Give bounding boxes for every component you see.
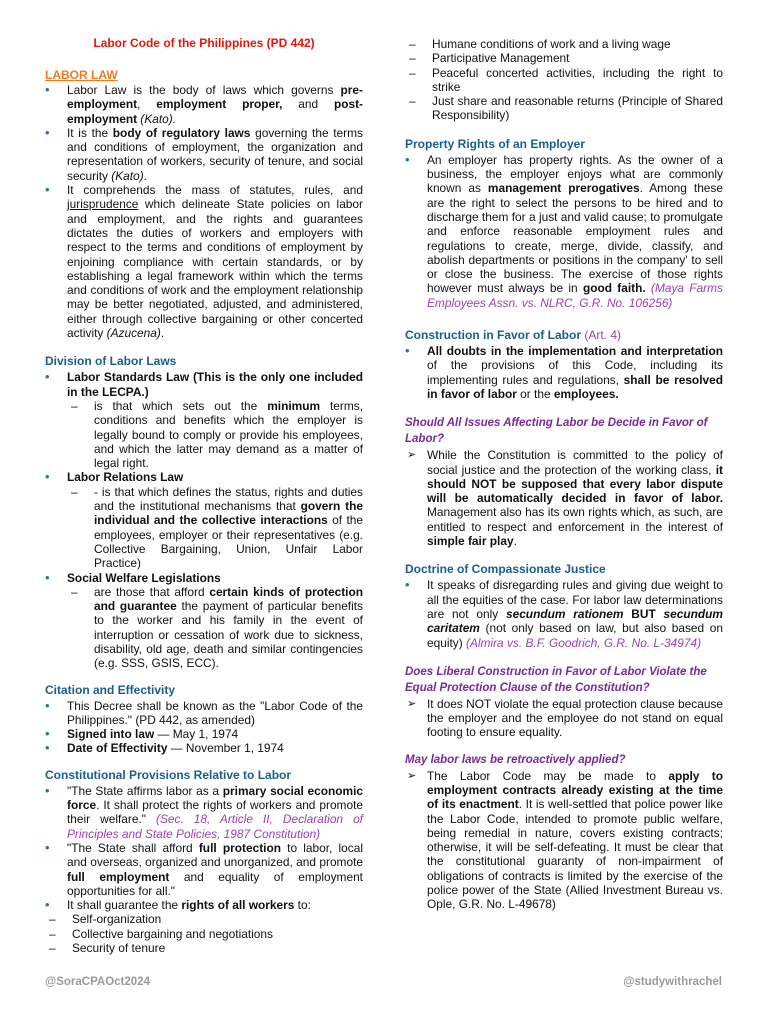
- list-item: • It shall guarantee the rights of all workers to: – Self-organization – Collective bargaining and negotiations – Security of tenure: [45, 898, 363, 955]
- list-item: • Social Welfare Legislations – are those that afford certain kinds of protection and guarantee the payment of particular benefits to the worker and his family in the event of interruption or cessation of work due to sickness, disability, old age, death and similar contingencies (e.g. SSS, GSIS, ECC).: [45, 571, 363, 671]
- list-item: • It speaks of disregarding rules and giving due weight to all the equities of the case. For labor law determinations are not only secundum rationem BUT secundum caritatem (not only based on law, but also based on equity) (Almira vs. B.F. Goodrich, G.R. No. L-34974): [405, 578, 723, 649]
- constitutional-heading: Constitutional Provisions Relative to Labor: [45, 767, 292, 782]
- list-item: – are those that afford certain kinds of protection and guarantee the payment of particular benefits to the worker and his family in the event of interruption or cessation of work due to sickness, disability, old age, death and similar contingencies (e.g. SSS, GSIS, ECC).: [67, 585, 363, 671]
- rights-list: [45, 912, 363, 955]
- list-item: • This Decree shall be known as the "Labor Code of the Philippines." (PD 442, as amended): [45, 699, 363, 728]
- list-item: – Self-organization: [45, 912, 363, 926]
- list-item: ➢ While the Constitution is committed to the policy of social justice and the protection of the working class, it should NOT be supposed that every labor dispute will be automatically decided in favor of labor. Management also has its own rights which, as such, are entitled to respect and enforcement in the interest of simple fair play.: [405, 448, 723, 548]
- list-item: ➢ The Labor Code may be made to apply to employment contracts already existing at the time of its enactment. It is well-settled that police power like the Labor Code, intended to promote public welfare, being remedial in nature, covers existing contracts; otherwise, it will be self-defeating. It must be clear that the constitutional guaranty of non-impairment of obligations of contracts is limited by the exercise of the police power of the State (Allied Investment Bureau vs. Ople, G.R. No. L-49678): [405, 769, 723, 912]
- list-item: • Date of Effectivity — November 1, 1974: [45, 741, 363, 755]
- construction-heading: Construction in Favor of Labor (Art. 4): [405, 328, 622, 343]
- list-item: – Just share and reasonable returns (Principle of Shared Responsibility): [405, 94, 723, 123]
- list-item: – Participative Management: [405, 51, 723, 65]
- list-item: • Signed into law — May 1, 1974: [45, 727, 363, 741]
- list-item: • It comprehends the mass of statutes, rules, and jurisprudence which delineate State policies on labor and employment, and the rights and guarantees dictates the duties of workers and employers with respect to the terms and conditions of employment by enjoining compliance with certain standards, or by establishing a legal framework within which the terms and conditions of work and the employment relationship may be better negotiated, adjusted, and administered, either through collective bargaining or other concerted activity (Azucena).: [45, 183, 363, 340]
- doctrine-list: [405, 578, 723, 649]
- sub-list: [67, 399, 363, 470]
- question-heading: May labor laws be retroactively applied?: [405, 753, 626, 766]
- list-item: • Labor Relations Law – - is that which defines the status, rights and duties and the institutional mechanisms that govern the individual and the collective interactions of the employees, employer or their representatives (e.g. Collective Bargaining, Union, Unfair Labor Practice): [45, 470, 363, 570]
- sub-list: [67, 485, 363, 571]
- property-heading: Property Rights of an Employer: [405, 136, 586, 151]
- question-heading: Does Liberal Construction in Favor of Labor Violate the Equal Protection Clause of the Constitution?: [405, 665, 707, 694]
- list-item: • An employer has property rights. As the owner of a business, the employer enjoys what are commonly known as management prerogatives. Among these are the right to select the persons to be hired and to discharge them for a just and valid cause; to promulgate and enforce reasonable employment rules and regulations to create, merge, divide, classify, and abolish departments or positions in the company' to sell or close the business. The exercise of those rights however must always be in good faith. (Maya Farms Employees Assn. vs. NLRC, G.R. No. 106256): [405, 153, 723, 310]
- left-column: [45, 36, 363, 955]
- list-item: • "The State affirms labor as a primary social economic force. It shall protect the rights of workers and promote their welfare." (Sec. 18, Article II, Declaration of Principles and State Policies, 1987 Constitution): [45, 784, 363, 841]
- list-item: – Peaceful concerted activities, including the right to strike: [405, 66, 723, 95]
- division-heading: Division of Labor Laws: [45, 354, 177, 369]
- list-item: • Labor Law is the body of laws which governs pre-employment, employment proper, and post-employment (Kato).: [45, 83, 363, 126]
- constitutional-list: [45, 784, 363, 956]
- list-item: • All doubts in the implementation and interpretation of the provisions of this Code, including its implementing rules and regulations, shall be resolved in favor of labor or the employees.: [405, 344, 723, 401]
- right-column: [405, 37, 723, 912]
- labor-law-list: [45, 83, 363, 340]
- list-item: – Security of tenure: [45, 941, 363, 955]
- construction-list: [405, 344, 723, 401]
- footer-right-handle: @studywithrachel: [623, 976, 722, 988]
- list-item: • Labor Standards Law (This is the only one included in the LECPA.) – is that which sets out the minimum terms, conditions and benefits which the employer is legally bound to comply or provide his employees, and which the latter may demand as a matter of legal right.: [45, 370, 363, 470]
- labor-law-heading: LABOR LAW: [45, 68, 118, 82]
- citation-heading: Citation and Effectivity: [45, 682, 176, 697]
- list-item: – - is that which defines the status, rights and duties and the institutional mechanisms that govern the individual and the collective interactions of the employees, employer or their representatives (e.g. Collective Bargaining, Union, Unfair Labor Practice): [67, 485, 363, 571]
- rights-list-continued: [405, 37, 723, 123]
- property-list: [405, 153, 723, 310]
- doctrine-heading: Doctrine of Compassionate Justice: [405, 562, 606, 577]
- question-answer-list: [405, 448, 723, 548]
- question-answer-list: [405, 697, 723, 740]
- list-item: • It is the body of regulatory laws governing the terms and conditions of employment, the organization and representation of workers, security of tenure, and social security (Kato).: [45, 126, 363, 183]
- list-item: – Collective bargaining and negotiations: [45, 927, 363, 941]
- list-item: – is that which sets out the minimum terms, conditions and benefits which the employer is legally bound to comply or provide his employees, and which the latter may demand as a matter of legal right.: [67, 399, 363, 470]
- citation-list: [45, 699, 363, 756]
- list-item: ➢ It does NOT violate the equal protection clause because the employer and the employee do not stand on equal footing to ensure equality.: [405, 697, 723, 740]
- sub-list: [67, 585, 363, 671]
- list-item: • "The State shall afford full protection to labor, local and overseas, organized and unorganized, and promote full employment and equality of employment opportunities for all.": [45, 841, 363, 898]
- list-item: – Humane conditions of work and a living wage: [405, 37, 723, 51]
- page-title: Labor Code of the Philippines (PD 442): [93, 36, 315, 50]
- question-heading: Should All Issues Affecting Labor be Decide in Favor of Labor?: [405, 417, 708, 446]
- question-answer-list: [405, 769, 723, 912]
- division-list: [45, 370, 363, 670]
- footer-left-handle: @SoraCPAOct2024: [45, 976, 150, 988]
